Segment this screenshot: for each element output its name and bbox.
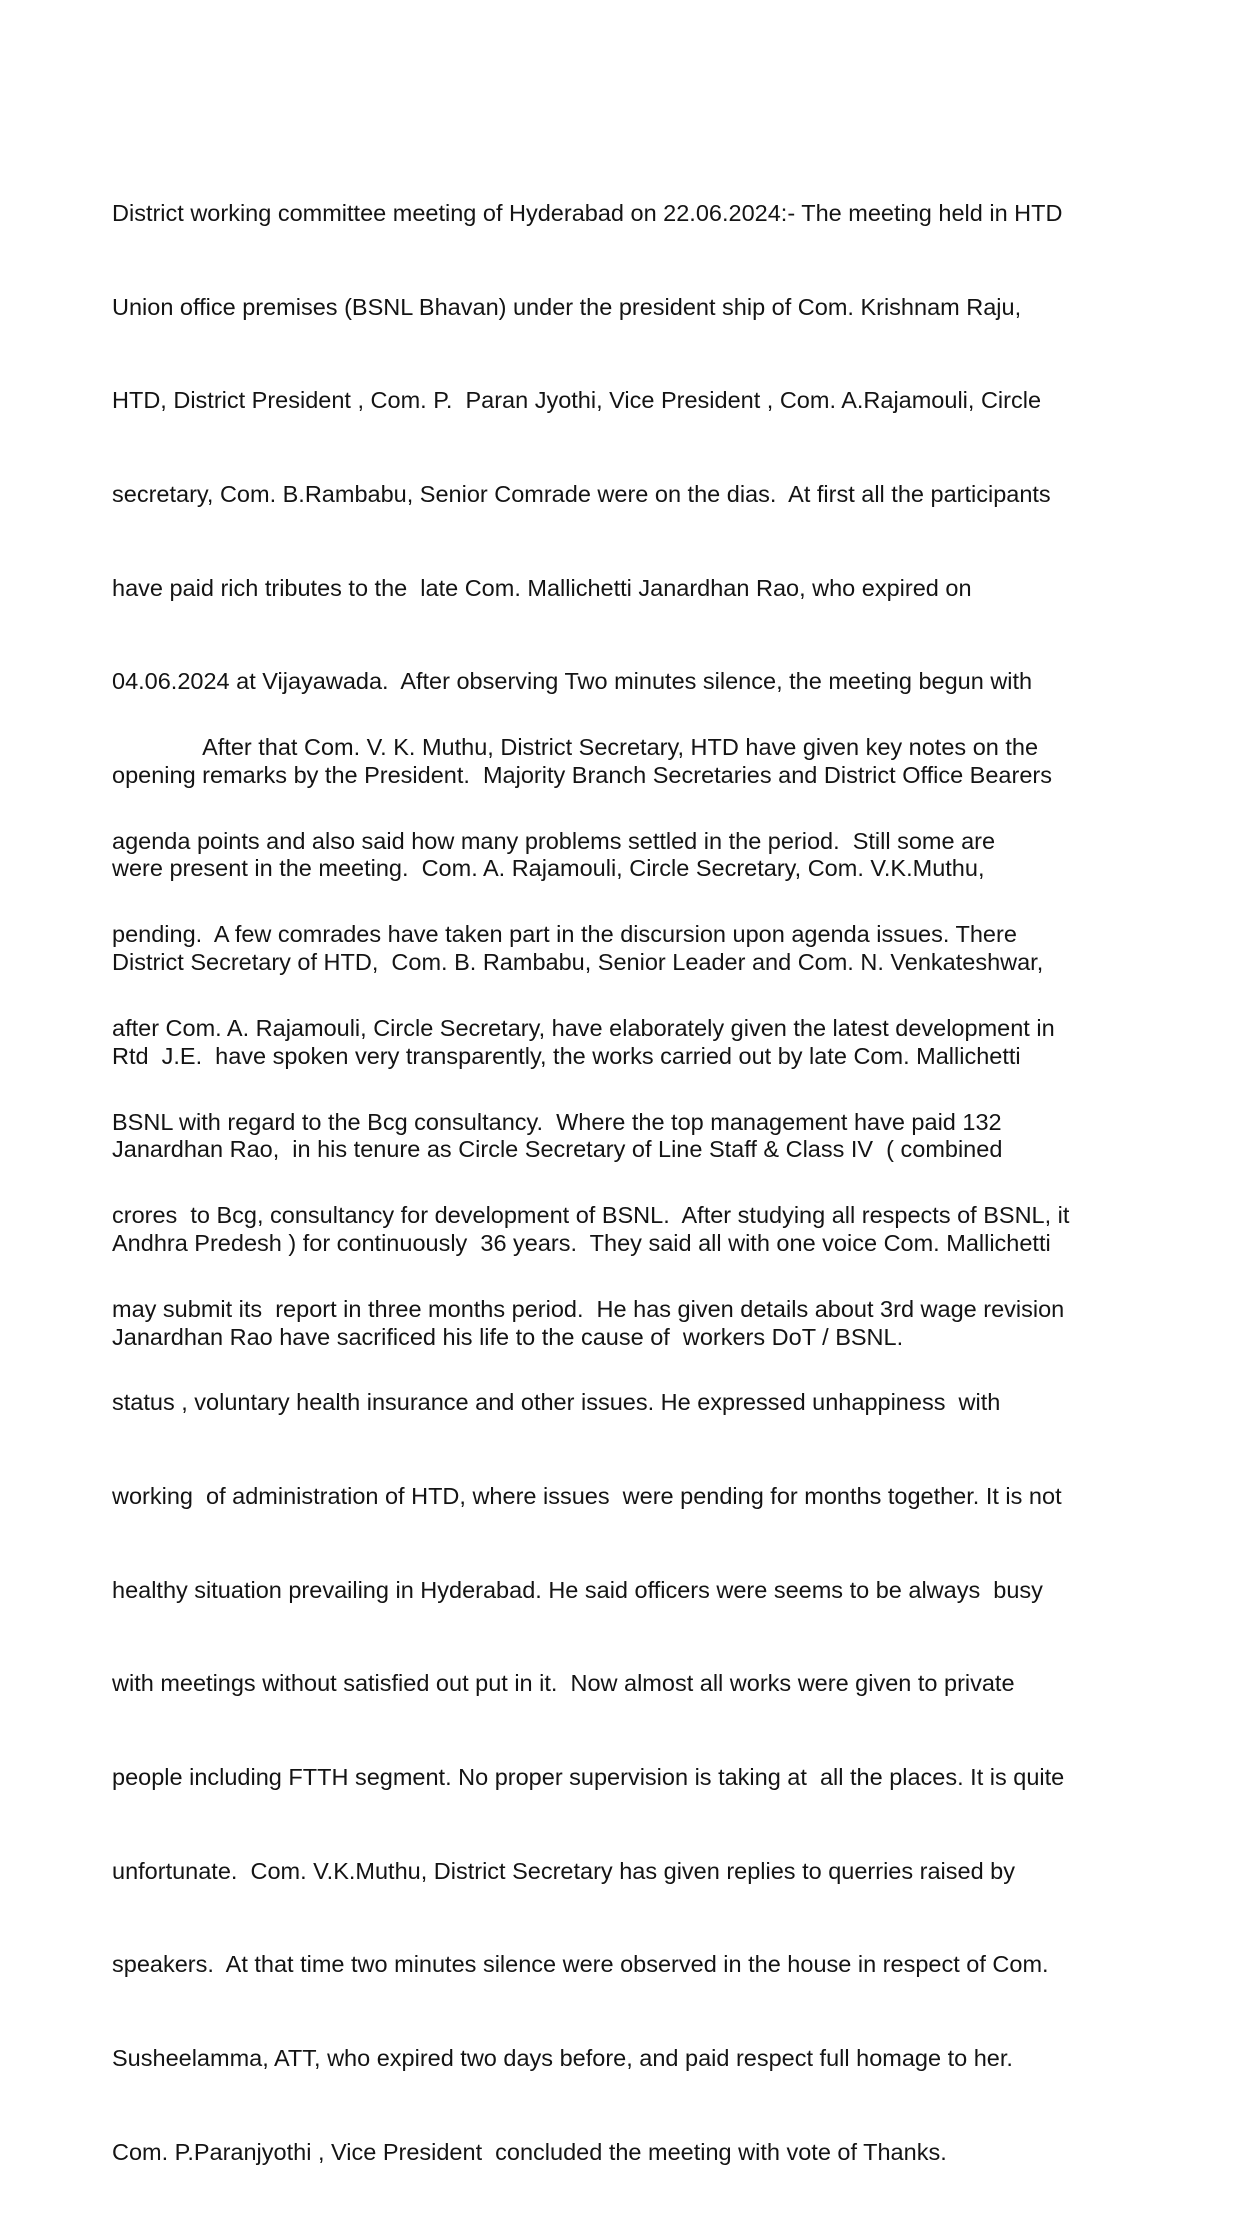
text-line: After that Com. V. K. Muthu, District Secretary, HTD have given key notes on the xyxy=(112,734,1039,760)
text-line: Janardhan Rao have sacrificed his life to the cause of workers DoT / BSNL. xyxy=(112,1323,904,1350)
text-line: may submit its report in three months period. He has given details about 3rd wage revision xyxy=(112,1295,1065,1322)
text-line: speakers. At that time two minutes silence were observed in the house in respect of Com. xyxy=(112,1951,1049,1978)
text-line: working of administration of HTD, where issues were pending for months together. It is not xyxy=(112,1483,1062,1510)
text-line: Janardhan Rao, in his tenure as Circle Secretary of Line Staff & Class IV ( combined xyxy=(112,1136,1003,1163)
paragraph-discussion-details xyxy=(112,674,1222,2226)
text-line: Com. P.Paranjyothi , Vice President concluded the meeting with vote of Thanks. xyxy=(112,2138,947,2165)
text-line: Union office premises (BSNL Bhavan) under the president ship of Com. Krishnam Raju, xyxy=(112,293,1022,320)
text-line: District Secretary of HTD, Com. B. Rambabu, Senior Leader and Com. N. Venkateshwar, xyxy=(112,949,1044,976)
text-line: BSNL with regard to the Bcg consultancy. Where the top management have paid 132 xyxy=(112,1108,1002,1135)
text-line: were present in the meeting. Com. A. Rajamouli, Circle Secretary, Com. V.K.Muthu, xyxy=(112,855,985,882)
text-line: HTD, District President , Com. P. Paran Jyothi, Vice President , Com. A.Rajamouli, Circle xyxy=(112,387,1042,414)
text-line: 04.06.2024 at Vijayawada. After observing Two minutes silence, the meeting begun with xyxy=(112,668,1033,695)
text-line: Rtd J.E. have spoken very transparently, the works carried out by late Com. Mallichetti xyxy=(112,1042,1021,1069)
text-line: agenda points and also said how many problems settled in the period. Still some are xyxy=(112,827,996,854)
text-line: status , voluntary health insurance and other issues. He expressed unhappiness with xyxy=(112,1389,1001,1416)
text-line: Susheelamma, ATT, who expired two days before, and paid respect full homage to her. xyxy=(112,2044,1013,2071)
text-line: people including FTTH segment. No proper supervision is taking at all the places. It is quite xyxy=(112,1764,1065,1791)
text-line: with meetings without satisfied out put in it. Now almost all works were given to private xyxy=(112,1670,1015,1697)
text-line: healthy situation prevailing in Hyderabad. He said officers were seems to be always busy xyxy=(112,1576,1043,1603)
text-line: have paid rich tributes to the late Com. Mallichetti Janardhan Rao, who expired on xyxy=(112,574,972,601)
text-line: unfortunate. Com. V.K.Muthu, District Secretary has given replies to querries raised by xyxy=(112,1857,1015,1884)
text-line: opening remarks by the President. Majority Branch Secretaries and District Office Bearers xyxy=(112,761,1052,788)
text-line: crores to Bcg, consultancy for development of BSNL. After studying all respects of BSNL, it xyxy=(112,1202,1070,1229)
text-line: District working committee meeting of Hyderabad on 22.06.2024:- The meeting held in HTD xyxy=(112,200,1063,226)
text-line: pending. A few comrades have taken part in the discursion upon agenda issues. There xyxy=(112,921,1017,948)
text-line: secretary, Com. B.Rambabu, Senior Comrade were on the dias. At first all the participants xyxy=(112,480,1051,507)
text-line: after Com. A. Rajamouli, Circle Secretary, have elaborately given the latest development in xyxy=(112,1014,1055,1041)
text-line: Andhra Predesh ) for continuously 36 years. They said all with one voice Com. Mallichetti xyxy=(112,1230,1051,1257)
